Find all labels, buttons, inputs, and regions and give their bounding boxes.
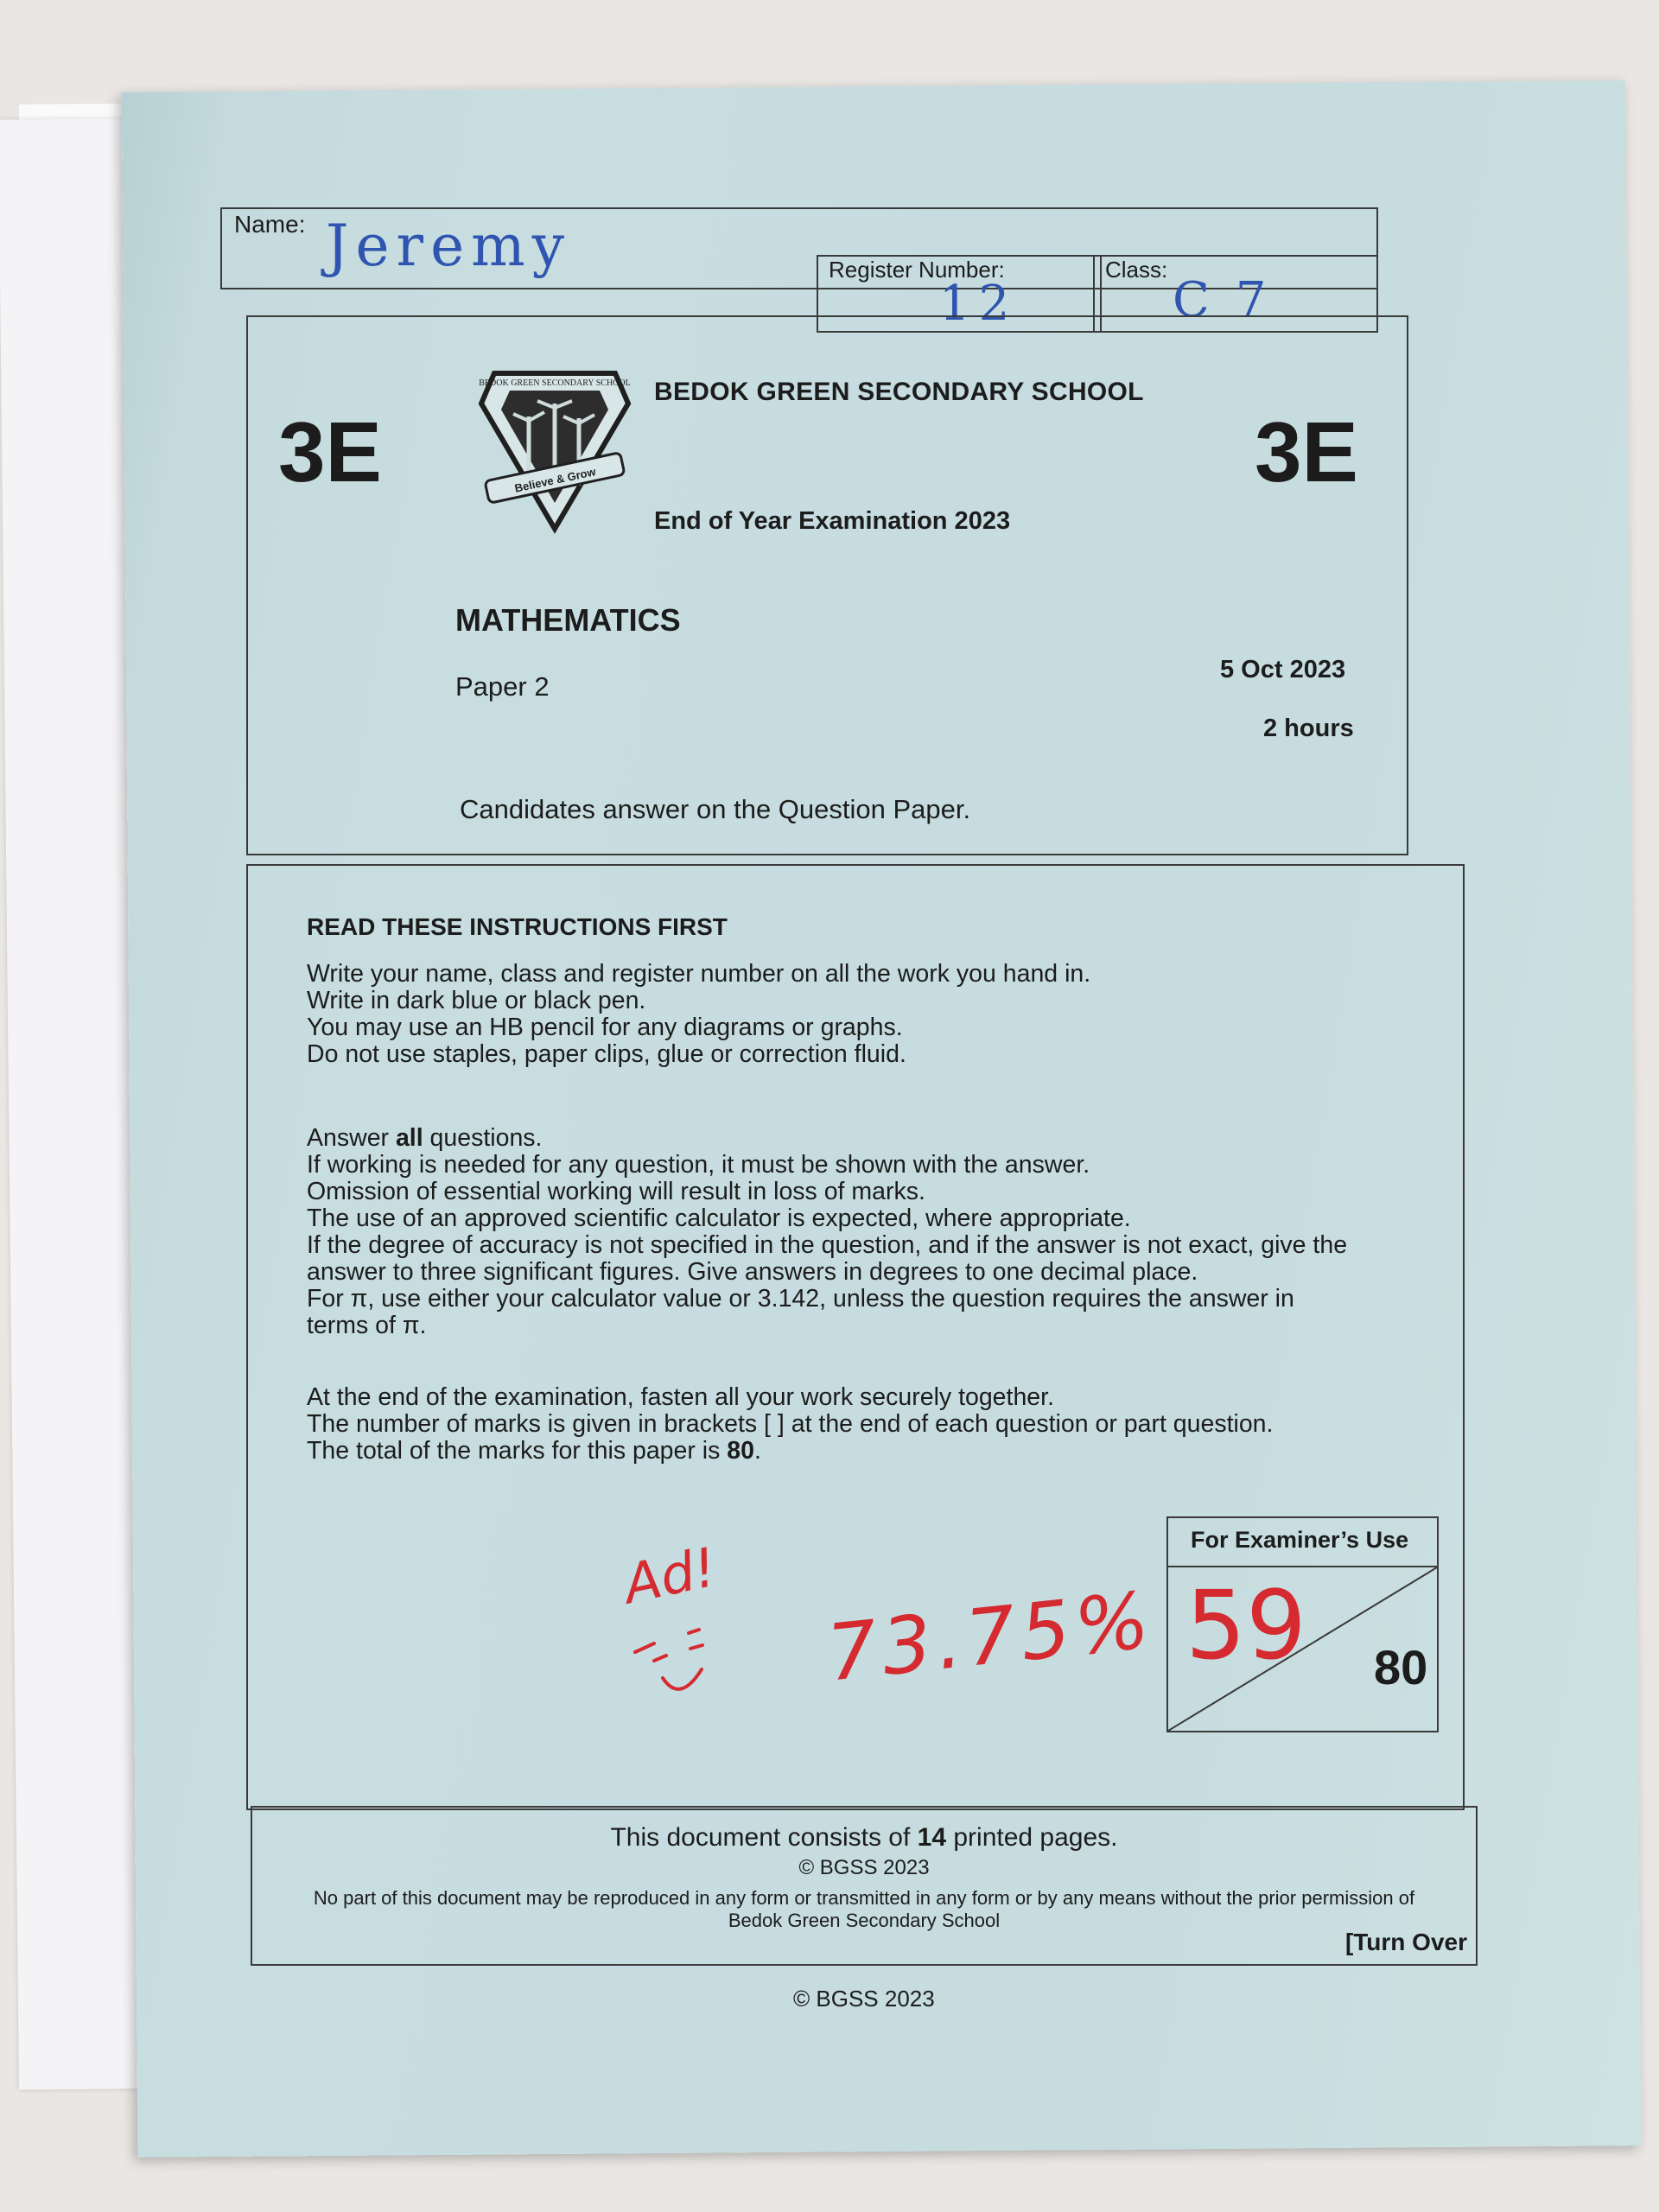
instruction-line: answer to three significant figures. Give answers in degrees to one decimal place. <box>307 1258 1198 1286</box>
score-percentage: 73.75% <box>823 1574 1159 1700</box>
total-marks-line <box>307 1438 1273 1465</box>
instruction-line: Write your name, class and register number on all the work you hand in. <box>307 960 1091 988</box>
exam-duration: 2 hours <box>1263 715 1354 742</box>
instruction-line: At the end of the examination, fasten all your work securely together. <box>307 1383 1054 1411</box>
footer-box <box>251 1806 1478 1966</box>
answer-all-line <box>307 1125 1347 1152</box>
register-label: Register Number: <box>829 257 1005 283</box>
name-label: Name: <box>234 211 306 238</box>
instructions-block-2 <box>307 1125 1347 1339</box>
logo-school-name: BEDOK GREEN SECONDARY SCHOOL <box>479 378 631 388</box>
name-value: Jeremy <box>326 213 571 279</box>
register-value: 12 <box>939 276 1019 332</box>
instruction-line: You may use an HB pencil for any diagrams or graphs. <box>307 1014 903 1041</box>
paper-number: Paper 2 <box>455 671 550 702</box>
instruction-line: The use of an approved scientific calculator is expected, where appropriate. <box>307 1205 1131 1232</box>
pages-count: 14 <box>917 1823 947 1852</box>
instructions-heading: READ THESE INSTRUCTIONS FIRST <box>307 913 728 940</box>
pages-prefix: This document consists of <box>610 1823 918 1852</box>
instruction-line: Omission of essential working will result in loss of marks. <box>307 1178 925 1205</box>
total-prefix: The total of the marks for this paper is <box>307 1437 728 1465</box>
answer-prefix: Answer <box>307 1124 396 1152</box>
examiner-use-box <box>1166 1516 1439 1732</box>
answer-bold: all <box>395 1124 423 1152</box>
school-crest-logo <box>477 356 632 537</box>
turn-over: [Turn Over <box>1344 1929 1467 1955</box>
exam-date: 5 Oct 2023 <box>1220 656 1346 683</box>
smiley-doodle <box>628 1626 723 1704</box>
reproduction-notice-school: Bedok Green Secondary School <box>728 1910 1001 1931</box>
footer-copyright: © BGSS 2023 <box>798 1856 930 1879</box>
examiner-heading: For Examiner’s Use <box>1191 1527 1409 1553</box>
pages-suffix: printed pages. <box>946 1823 1118 1852</box>
subject-title: MATHEMATICS <box>455 602 681 638</box>
instruction-line: If the degree of accuracy is not specified in the question, and if the answer is not exact, give the <box>307 1231 1348 1259</box>
teacher-comment: Ad! <box>618 1535 722 1617</box>
instructions-block-1 <box>307 961 1090 1068</box>
examiner-score: 59 <box>1185 1570 1306 1681</box>
instruction-line: For π, use either your calculator value or 3.142, unless the question requires the answer in <box>307 1285 1294 1313</box>
candidates-note: Candidates answer on the Question Paper. <box>460 794 971 824</box>
school-name: BEDOK GREEN SECONDARY SCHOOL <box>654 378 1144 406</box>
logo-motto: Believe & Grow <box>513 465 597 495</box>
total-suffix: . <box>754 1437 761 1465</box>
class-label: Class: <box>1105 257 1168 283</box>
exam-title: End of Year Examination 2023 <box>654 507 1011 535</box>
grade-right: 3E <box>1255 404 1358 499</box>
exam-header-box <box>246 315 1408 855</box>
page-count-line <box>252 1823 1476 1853</box>
instructions-block-3 <box>307 1384 1273 1465</box>
bottom-copyright: © BGSS 2023 <box>793 1986 935 2012</box>
answer-suffix: questions. <box>423 1124 543 1152</box>
instruction-line: Write in dark blue or black pen. <box>307 987 646 1014</box>
instruction-line: The number of marks is given in brackets [ ] at the end of each question or part question. <box>307 1410 1274 1438</box>
instruction-line: If working is needed for any question, it must be shown with the answer. <box>307 1151 1090 1179</box>
grade-left: 3E <box>278 404 382 499</box>
class-value: C7 <box>1173 272 1293 328</box>
reproduction-notice: No part of this document may be reproduced in any form or transmitted in any form or by any means without the prior permission of <box>313 1887 1415 1909</box>
total-marks: 80 <box>727 1437 754 1465</box>
examiner-max-score: 80 <box>1374 1640 1428 1694</box>
instruction-line: Do not use staples, paper clips, glue or correction fluid. <box>307 1040 906 1068</box>
instruction-line: terms of π. <box>307 1312 427 1339</box>
